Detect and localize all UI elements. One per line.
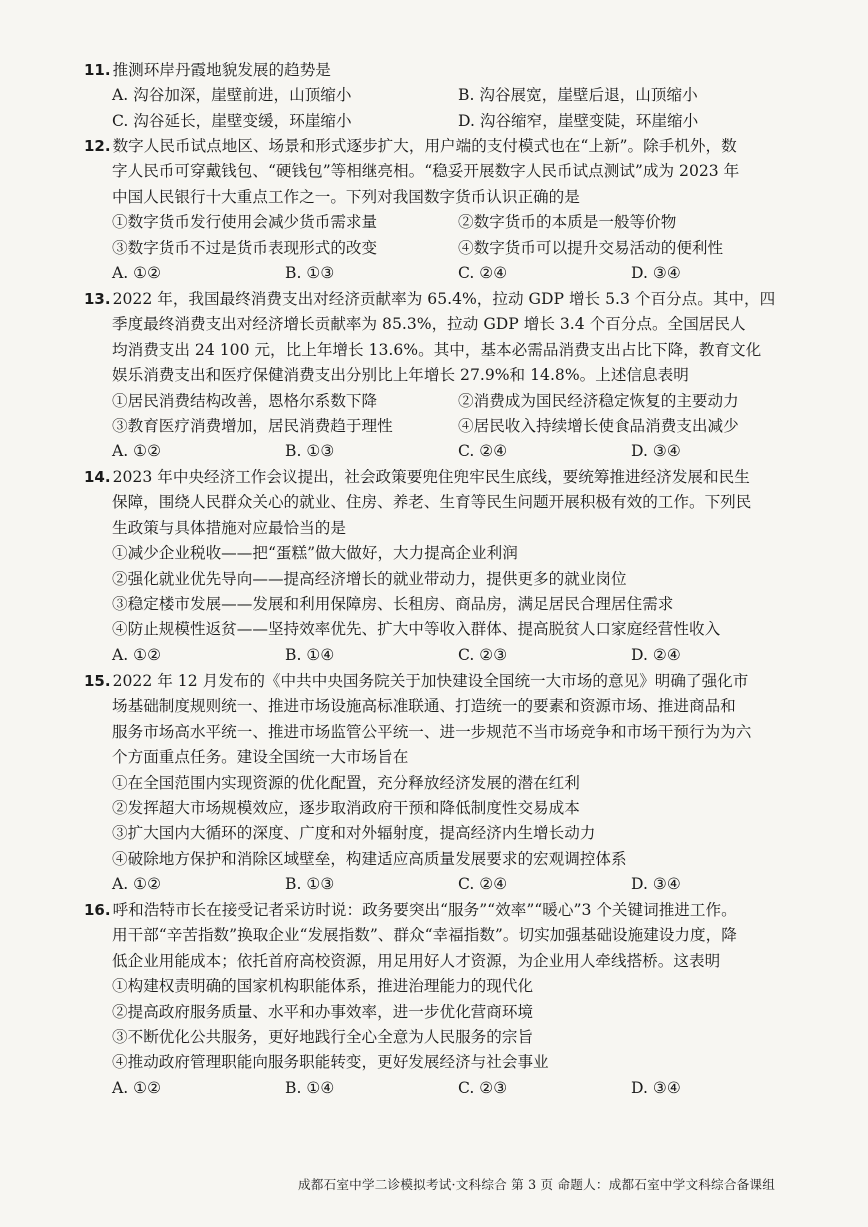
statement-4: ④居民收入持续增长使食品消费支出减少 <box>458 417 739 436</box>
statement-2: ②提高政府服务质量、水平和办事效率，进一步优化营商环境 <box>112 1002 534 1021</box>
question-stem: 娱乐消费支出和医疗保健消费支出分别比上年增长 27.9%和 14.8%。上述信息表明 <box>112 366 689 385</box>
statement-4: ④推动政府管理职能向服务职能转变，更好发展经济与社会事业 <box>112 1053 549 1072</box>
question-stem: 用干部“辛苦指数”换取企业“发展指数”、群众“幸福指数”。切实加强基础设施建设力度，降 <box>112 926 737 945</box>
question-stem: 数字人民币试点地区、场景和形式逐步扩大，用户端的支付模式也在“上新”。除手机外，数 <box>112 137 737 155</box>
items-row <box>84 414 804 439</box>
choice-c: C. ②③ <box>458 645 508 664</box>
question-number: 16. <box>84 901 111 919</box>
choices-row <box>84 261 804 286</box>
items-row <box>84 210 804 235</box>
question-stem: 2022 年 12 月发布的《中共中央国务院关于加快建设全国统一大市场的意见》明确了强化市 <box>112 672 749 690</box>
choice-a: A. ①② <box>112 875 162 894</box>
statement-3: ③数字货币不过是货币表现形式的改变 <box>112 238 378 257</box>
items-row <box>84 236 804 261</box>
choice-b: B. ①④ <box>285 645 335 664</box>
question-16 <box>84 898 804 1101</box>
option-a: A. 沟谷加深，崖壁前进，山顶缩小 <box>112 86 352 105</box>
statement-4: ④数字货币可以提升交易活动的便利性 <box>458 238 724 257</box>
question-15 <box>84 669 804 898</box>
question-stem: 场基础制度规则统一、推进市场设施高标准联通、打造统一的要素和资源市场、推进商品和 <box>112 697 736 716</box>
statement-4: ④破除地方保护和消除区域壁垒，构建适应高质量发展要求的宏观调控体系 <box>112 849 627 868</box>
statement-1: ①数字货币发行使用会减少货币需求量 <box>112 213 378 232</box>
choice-d: D. ③④ <box>631 264 681 283</box>
choice-b: B. ①③ <box>285 442 335 461</box>
choices-row <box>84 643 804 668</box>
question-stem: 低企业用能成本；依托首府高校资源，用足用好人才资源，为企业用人牵线搭桥。这表明 <box>112 951 721 970</box>
items-row <box>84 389 804 414</box>
statement-3: ③教育医疗消费增加，居民消费趋于理性 <box>112 417 393 436</box>
statement-2: ②发挥超大市场规模效应，逐步取消政府干预和降低制度性交易成本 <box>112 799 580 818</box>
statement-3: ③扩大国内大循环的深度、广度和对外辐射度，提高经济内生增长动力 <box>112 824 596 843</box>
choice-c: C. ②③ <box>458 1078 508 1097</box>
choice-c: C. ②④ <box>458 875 508 894</box>
page-footer: 成都石室中学二诊模拟考试·文科综合 第 3 页 命题人：成都石室中学文科综合备课组 <box>298 1177 776 1192</box>
choices-row <box>84 872 804 897</box>
choice-a: A. ①② <box>112 1078 162 1097</box>
statement-4: ④防止规模性返贫——坚持效率优先、扩大中等收入群体、提高脱贫人口家庭经营性收入 <box>112 620 721 639</box>
question-number: 13. <box>84 290 111 308</box>
statement-2: ②消费成为国民经济稳定恢复的主要动力 <box>458 391 739 410</box>
question-stem: 个方面重点任务。建设全国统一大市场旨在 <box>112 748 409 767</box>
choice-c: C. ②④ <box>458 442 508 461</box>
statement-1: ①减少企业税收——把“蛋糕”做大做好，大力提高企业利润 <box>112 544 518 563</box>
statement-3: ③不断优化公共服务，更好地践行全心全意为人民服务的宗旨 <box>112 1028 534 1047</box>
question-stem: 2023 年中央经济工作会议提出，社会政策要兜住兜牢民生底线，要统筹推进经济发展和民生 <box>112 468 750 486</box>
question-number: 14. <box>84 468 111 486</box>
question-stem: 季度最终消费支出对经济增长贡献率为 85.3%，拉动 GDP 增长 3.4 个百分点。全国居民人 <box>112 315 746 334</box>
question-11 <box>84 58 804 134</box>
statement-2: ②数字货币的本质是一般等价物 <box>458 213 677 232</box>
choice-d: D. ③④ <box>631 442 681 461</box>
choice-d: D. ③④ <box>631 1078 681 1097</box>
question-stem: 服务市场高水平统一、推进市场监管公平统一、进一步规范不当市场竞争和市场干预行为为六 <box>112 722 752 741</box>
question-stem: 字人民币可穿戴钱包、“硬钱包”等相继亮相。“稳妥开展数字人民币试点测试”成为 2023 年 <box>112 162 740 181</box>
choice-b: B. ①③ <box>285 875 335 894</box>
option-c: C. 沟谷延长，崖壁变缓，环崖缩小 <box>112 111 352 130</box>
choice-a: A. ①② <box>112 264 162 283</box>
question-number: 15. <box>84 672 111 690</box>
choices-row <box>84 1076 804 1101</box>
choice-c: C. ②④ <box>458 264 508 283</box>
question-stem: 中国人民银行十大重点工作之一。下列对我国数字货币认识正确的是 <box>112 187 580 206</box>
options-row <box>84 83 804 108</box>
question-stem: 均消费支出 24 100 元，比上年增长 13.6%。其中，基本必需品消费支出占比下降，教育文化 <box>112 340 762 359</box>
statement-1: ①居民消费结构改善，恩格尔系数下降 <box>112 391 378 410</box>
option-b: B. 沟谷展宽，崖壁后退，山顶缩小 <box>458 86 698 105</box>
choice-b: B. ①④ <box>285 1078 335 1097</box>
question-stem: 2022 年，我国最终消费支出对经济贡献率为 65.4%，拉动 GDP 增长 5.3 个百分点。其中，四 <box>112 290 776 308</box>
statement-1: ①在全国范围内实现资源的优化配置，充分释放经济发展的潜在红利 <box>112 773 580 792</box>
question-number: 12. <box>84 137 111 155</box>
question-number: 11. <box>84 61 111 79</box>
statement-2: ②强化就业优先导向——提高经济增长的就业带动力，提供更多的就业岗位 <box>112 569 627 588</box>
question-14 <box>84 465 804 668</box>
question-stem: 推测环岸丹霞地貌发展的趋势是 <box>112 61 331 79</box>
choices-row <box>84 439 804 464</box>
statement-3: ③稳定楼市发展——发展和利用保障房、长租房、商品房，满足居民合理居住需求 <box>112 595 674 614</box>
question-stem: 呼和浩特市长在接受记者采访时说：政务要突出“服务”“效率”“暖心”3 个关键词推进工作。 <box>112 901 737 919</box>
choice-d: D. ②④ <box>631 645 681 664</box>
choice-a: A. ①② <box>112 442 162 461</box>
option-d: D. 沟谷缩窄，崖壁变陡，环崖缩小 <box>458 111 699 130</box>
choice-d: D. ③④ <box>631 875 681 894</box>
question-12 <box>84 134 804 286</box>
options-row <box>84 109 804 134</box>
choice-b: B. ①③ <box>285 264 335 283</box>
question-stem: 保障，围绕人民群众关心的就业、住房、养老、生育等民生问题开展积极有效的工作。下列民 <box>112 493 752 512</box>
statement-1: ①构建权责明确的国家机构职能体系，推进治理能力的现代化 <box>112 977 534 996</box>
question-13 <box>84 287 804 465</box>
question-stem: 生政策与具体措施对应最恰当的是 <box>112 518 346 537</box>
choice-a: A. ①② <box>112 645 162 664</box>
